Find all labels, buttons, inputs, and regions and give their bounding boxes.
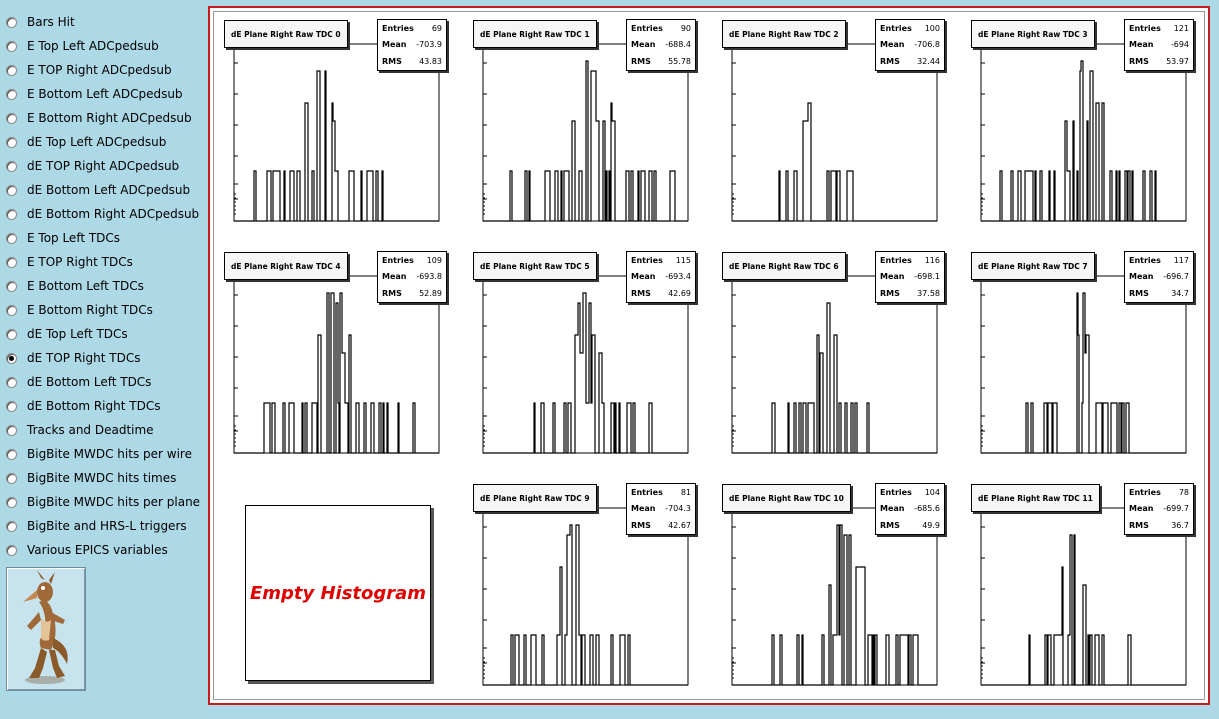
stats-value: 115 [675, 255, 691, 265]
coyote-logo-icon [7, 568, 85, 690]
radio-unchecked-icon[interactable] [6, 113, 17, 124]
radio-unchecked-icon[interactable] [6, 185, 17, 196]
stats-key: Mean [880, 504, 905, 514]
radio-option-label: dE TOP Right TDCs [27, 351, 141, 365]
stats-value: -696.7 [1163, 272, 1189, 282]
stats-key: Entries [631, 255, 663, 265]
radio-option-label: E Bottom Left ADCpedsub [27, 87, 183, 101]
logo-button[interactable] [6, 567, 86, 691]
stats-key: RMS [631, 520, 651, 530]
histogram-pad[interactable] [961, 12, 1209, 244]
radio-option-label: BigBite MWDC hits per plane [27, 495, 201, 509]
stats-value: 36.7 [1171, 520, 1189, 530]
radio-option[interactable] [6, 60, 172, 80]
stats-row [1125, 501, 1193, 518]
radio-option-label: E Bottom Right TDCs [27, 303, 153, 317]
radio-unchecked-icon[interactable] [6, 425, 17, 436]
stats-row [876, 53, 944, 70]
stats-key: Mean [880, 272, 905, 282]
stats-row [1125, 517, 1193, 534]
radio-option-label: dE Top Left TDCs [27, 327, 128, 341]
stats-value: 69 [431, 23, 442, 33]
histogram-pad[interactable] [463, 476, 711, 708]
stats-row [1125, 269, 1193, 286]
empty-histogram-label: Empty Histogram [249, 582, 427, 604]
radio-unchecked-icon[interactable] [6, 329, 17, 340]
radio-option-label: BigBite MWDC hits times [27, 471, 177, 485]
histogram-pad[interactable] [712, 476, 960, 708]
stats-key: Mean [631, 272, 656, 282]
sidebar [0, 0, 205, 719]
stats-key: Mean [1129, 504, 1154, 514]
radio-option[interactable] [6, 132, 166, 152]
stats-key: Entries [880, 23, 912, 33]
stats-row [378, 53, 446, 70]
histogram-title: dE Plane Right Raw TDC 1 [473, 20, 597, 48]
stats-box [875, 483, 945, 535]
stats-key: Entries [1129, 255, 1161, 265]
stats-key: RMS [382, 288, 402, 298]
radio-unchecked-icon[interactable] [6, 449, 17, 460]
radio-option[interactable] [6, 180, 190, 200]
stats-row [627, 285, 695, 302]
histogram-pad[interactable] [214, 244, 462, 476]
radio-unchecked-icon[interactable] [6, 497, 17, 508]
stats-row [627, 269, 695, 286]
histogram-title: dE Plane Right Raw TDC 7 [971, 252, 1095, 280]
stats-row [378, 269, 446, 286]
radio-option[interactable] [6, 540, 168, 560]
radio-option[interactable] [6, 36, 159, 56]
stats-key: Entries [1129, 487, 1161, 497]
radio-option-label: E TOP Right TDCs [27, 255, 133, 269]
radio-option-label: dE Bottom Left TDCs [27, 375, 152, 389]
histogram-pad[interactable] [961, 476, 1209, 708]
radio-unchecked-icon[interactable] [6, 377, 17, 388]
radio-unchecked-icon[interactable] [6, 521, 17, 532]
stats-row [876, 501, 944, 518]
histogram-title: dE Plane Right Raw TDC 10 [722, 484, 851, 512]
stats-key: Entries [382, 255, 414, 265]
radio-option-label: E TOP Right ADCpedsub [27, 63, 172, 77]
radio-unchecked-icon[interactable] [6, 89, 17, 100]
stats-key: Mean [880, 40, 905, 50]
stats-row [1125, 20, 1193, 37]
stats-value: -699.7 [1163, 504, 1189, 514]
stats-key: RMS [880, 56, 900, 66]
stats-box [875, 19, 945, 71]
stats-value: 34.7 [1171, 288, 1189, 298]
radio-option[interactable] [6, 156, 179, 176]
stats-row [876, 20, 944, 37]
canvas-inner [213, 11, 1205, 700]
stats-value: 104 [924, 487, 940, 497]
radio-option-label: dE Bottom Left ADCpedsub [27, 183, 191, 197]
stats-value: -694 [1170, 40, 1189, 50]
radio-unchecked-icon[interactable] [6, 41, 17, 52]
radio-unchecked-icon[interactable] [6, 137, 17, 148]
histogram-title: dE Plane Right Raw TDC 3 [971, 20, 1095, 48]
stats-row [1125, 252, 1193, 269]
radio-option-label: dE Bottom Right ADCpedsub [27, 207, 200, 221]
radio-unchecked-icon[interactable] [6, 545, 17, 556]
stats-value: -693.4 [665, 272, 691, 282]
stats-box [875, 251, 945, 303]
histogram-pad[interactable] [463, 244, 711, 476]
stats-value: 81 [680, 487, 691, 497]
stats-row [1125, 484, 1193, 501]
stats-value: 55.78 [668, 56, 691, 66]
stats-row [627, 252, 695, 269]
stats-row [627, 20, 695, 37]
radio-unchecked-icon[interactable] [6, 281, 17, 292]
radio-option-label: BigBite MWDC hits per wire [27, 447, 192, 461]
histogram-pad[interactable] [463, 12, 711, 244]
radio-option[interactable] [6, 492, 200, 512]
stats-row [876, 269, 944, 286]
radio-unchecked-icon[interactable] [6, 305, 17, 316]
stats-key: RMS [631, 56, 651, 66]
histogram-title: dE Plane Right Raw TDC 0 [224, 20, 348, 48]
stats-key: RMS [880, 520, 900, 530]
radio-option[interactable] [6, 348, 140, 368]
stats-value: -685.6 [914, 504, 940, 514]
stats-value: 53.97 [1166, 56, 1189, 66]
stats-key: RMS [1129, 520, 1149, 530]
stats-value: 37.58 [917, 288, 940, 298]
stats-key: Mean [1129, 40, 1154, 50]
radio-unchecked-icon[interactable] [6, 161, 17, 172]
histogram-pad[interactable] [712, 12, 960, 244]
stats-box [1124, 483, 1194, 535]
stats-key: Entries [631, 487, 663, 497]
radio-option-label: E Top Left ADCpedsub [27, 39, 159, 53]
radio-option[interactable] [6, 108, 192, 128]
stats-box [1124, 251, 1194, 303]
radio-option[interactable] [6, 420, 154, 440]
stats-key: RMS [1129, 288, 1149, 298]
stats-key: Mean [1129, 272, 1154, 282]
radio-option[interactable] [6, 84, 183, 104]
stats-value: -706.8 [914, 40, 940, 50]
stats-box [1124, 19, 1194, 71]
radio-option[interactable] [6, 372, 151, 392]
stats-value: 100 [924, 23, 940, 33]
radio-unchecked-icon[interactable] [6, 65, 17, 76]
stats-box [626, 483, 696, 535]
radio-checked-icon[interactable] [6, 353, 17, 364]
stats-row [1125, 53, 1193, 70]
radio-option[interactable] [6, 468, 176, 488]
stats-key: RMS [880, 288, 900, 298]
radio-option-label: E Bottom Right ADCpedsub [27, 111, 192, 125]
stats-value: 109 [426, 255, 442, 265]
stats-key: Mean [382, 272, 407, 282]
histogram-title: dE Plane Right Raw TDC 2 [722, 20, 846, 48]
stats-key: RMS [382, 56, 402, 66]
radio-option[interactable] [6, 300, 153, 320]
radio-option-label: Various EPICS variables [27, 543, 168, 557]
radio-option-label: dE Top Left ADCpedsub [27, 135, 167, 149]
stats-box [626, 19, 696, 71]
radio-option-label: E Bottom Left TDCs [27, 279, 144, 293]
stats-box [626, 251, 696, 303]
radio-unchecked-icon[interactable] [6, 233, 17, 244]
stats-value: 121 [1173, 23, 1189, 33]
histogram-title: dE Plane Right Raw TDC 9 [473, 484, 597, 512]
stats-row [876, 252, 944, 269]
histogram-pad[interactable] [961, 244, 1209, 476]
radio-option[interactable] [6, 324, 128, 344]
stats-value: -693.8 [416, 272, 442, 282]
stats-value: 43.83 [419, 56, 442, 66]
stats-row [1125, 285, 1193, 302]
stats-value: 49.9 [922, 520, 940, 530]
radio-option[interactable] [6, 396, 160, 416]
stats-key: Entries [880, 487, 912, 497]
histogram-pad[interactable] [214, 12, 462, 244]
stats-key: Mean [631, 40, 656, 50]
stats-value: -698.1 [914, 272, 940, 282]
stats-key: Mean [382, 40, 407, 50]
stats-value: 117 [1173, 255, 1189, 265]
stats-key: Entries [382, 23, 414, 33]
radio-unchecked-icon[interactable] [6, 17, 17, 28]
radio-unchecked-icon[interactable] [6, 257, 17, 268]
stats-box [377, 19, 447, 71]
radio-option[interactable] [6, 12, 75, 32]
stats-row [876, 517, 944, 534]
histogram-canvas [208, 6, 1210, 705]
radio-option[interactable] [6, 276, 144, 296]
stats-key: RMS [1129, 56, 1149, 66]
radio-unchecked-icon[interactable] [6, 401, 17, 412]
stats-row [378, 285, 446, 302]
radio-unchecked-icon[interactable] [6, 209, 17, 220]
stats-row [627, 517, 695, 534]
stats-row [1125, 37, 1193, 54]
histogram-title: dE Plane Right Raw TDC 5 [473, 252, 597, 280]
stats-value: 90 [680, 23, 691, 33]
radio-option-label: E Top Left TDCs [27, 231, 121, 245]
stats-box [377, 251, 447, 303]
radio-option[interactable] [6, 204, 199, 224]
stats-value: 32.44 [917, 56, 940, 66]
empty-histogram-box[interactable] [245, 505, 431, 681]
stats-value: 78 [1178, 487, 1189, 497]
stats-row [627, 53, 695, 70]
stats-value: -704.3 [665, 504, 691, 514]
stats-value: -688.4 [665, 40, 691, 50]
stats-value: 52.89 [419, 288, 442, 298]
histogram-title: dE Plane Right Raw TDC 4 [224, 252, 348, 280]
stats-row [378, 37, 446, 54]
stats-row [876, 285, 944, 302]
radio-option[interactable] [6, 252, 133, 272]
radio-option-label: Bars Hit [27, 15, 75, 29]
stats-value: 116 [924, 255, 940, 265]
radio-option-label: BigBite and HRS-L triggers [27, 519, 187, 533]
stats-row [627, 501, 695, 518]
histogram-pad[interactable] [712, 244, 960, 476]
radio-option[interactable] [6, 444, 192, 464]
radio-option[interactable] [6, 516, 187, 536]
radio-option-label: dE TOP Right ADCpedsub [27, 159, 180, 173]
stats-row [627, 484, 695, 501]
radio-option[interactable] [6, 228, 120, 248]
stats-key: Entries [1129, 23, 1161, 33]
stats-row [627, 37, 695, 54]
stats-row [876, 484, 944, 501]
histogram-title: dE Plane Right Raw TDC 6 [722, 252, 846, 280]
stats-value: -703.9 [416, 40, 442, 50]
radio-unchecked-icon[interactable] [6, 473, 17, 484]
stats-row [876, 37, 944, 54]
radio-option-label: Tracks and Deadtime [27, 423, 154, 437]
radio-option-label: dE Bottom Right TDCs [27, 399, 161, 413]
stats-value: 42.67 [668, 520, 691, 530]
stats-value: 42.69 [668, 288, 691, 298]
stats-key: RMS [631, 288, 651, 298]
stats-key: Entries [631, 23, 663, 33]
histogram-title: dE Plane Right Raw TDC 11 [971, 484, 1100, 512]
stats-key: Entries [880, 255, 912, 265]
stats-key: Mean [631, 504, 656, 514]
stats-row [378, 252, 446, 269]
stats-row [378, 20, 446, 37]
